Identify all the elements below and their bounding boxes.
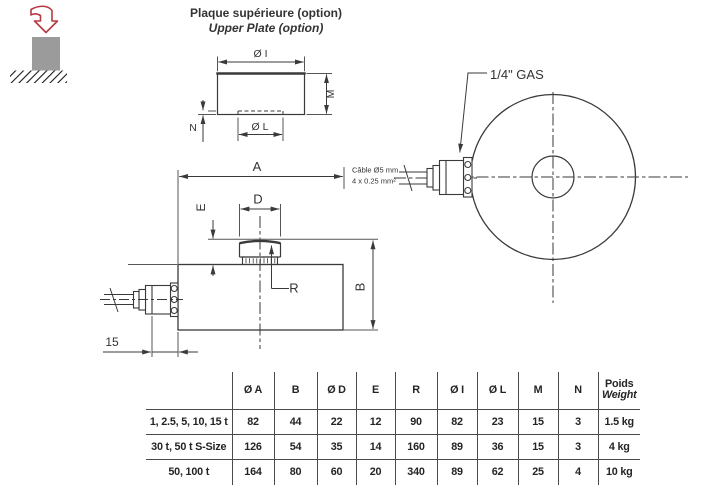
value-cell: 80 <box>274 459 317 485</box>
dim-label-m: M <box>325 89 337 99</box>
value-cell: 340 <box>395 459 437 485</box>
upper-plate-title-fr: Plaque supérieure (option) <box>189 6 342 20</box>
cable-gland-top-view <box>399 158 472 198</box>
gas-thread-label: 1/4" GAS <box>490 67 544 82</box>
value-cell: 60 <box>317 459 356 485</box>
value-cell: 14 <box>356 434 395 459</box>
cable-spec-line1: Câble Ø5 mm <box>352 165 399 175</box>
value-cell: 160 <box>395 434 437 459</box>
col-header-dia-a: Ø A <box>232 372 274 409</box>
col-header-dia-l: Ø L <box>477 372 518 409</box>
value-cell: 126 <box>232 434 274 459</box>
value-cell: 12 <box>356 409 395 434</box>
value-cell: 82 <box>437 409 477 434</box>
table-header-row <box>146 372 640 409</box>
col-header-m: M <box>518 372 558 409</box>
value-cell: 89 <box>437 459 477 485</box>
side-view-drawing <box>100 159 378 357</box>
upper-plate-title <box>178 6 354 36</box>
table-row <box>146 459 640 485</box>
dim-label-n: N <box>189 122 197 134</box>
col-header-e: E <box>356 372 395 409</box>
weight-header-en: Weight <box>601 389 637 402</box>
top-view-drawing <box>352 67 688 303</box>
red-down-arrow-icon <box>31 6 58 32</box>
dim-label-diameter-i: Ø I <box>253 48 268 60</box>
value-cell: 164 <box>232 459 274 485</box>
value-cell: 3 <box>558 409 598 434</box>
ground-hatch <box>10 71 67 84</box>
capacity-label: 50, 100 t <box>146 459 232 485</box>
dim-label-diameter-l: Ø L <box>251 121 269 133</box>
value-cell: 36 <box>477 434 518 459</box>
weight-cell: 4 kg <box>598 434 640 459</box>
capacity-label: 30 t, 50 t S-Size <box>146 434 232 459</box>
col-header-n: N <box>558 372 598 409</box>
value-cell: 15 <box>518 434 558 459</box>
value-cell: 23 <box>477 409 518 434</box>
value-cell: 3 <box>558 434 598 459</box>
col-header-weight <box>598 372 640 409</box>
dim-label-r: R <box>289 280 299 296</box>
value-cell: 20 <box>356 459 395 485</box>
weight-cell: 1.5 kg <box>598 409 640 434</box>
load-block <box>32 37 60 71</box>
cable-gland-side-view <box>100 283 183 317</box>
capacity-label: 1, 2.5, 5, 10, 15 t <box>146 409 232 434</box>
value-cell: 15 <box>518 409 558 434</box>
col-header-b: B <box>274 372 317 409</box>
dim-label-15: 15 <box>105 335 119 349</box>
dimensions-table <box>146 372 640 485</box>
table-row <box>146 434 640 459</box>
value-cell: 62 <box>477 459 518 485</box>
compression-load-icon <box>10 6 67 83</box>
corner-cell <box>146 372 232 409</box>
weight-cell: 10 kg <box>598 459 640 485</box>
table-row <box>146 409 640 434</box>
value-cell: 44 <box>274 409 317 434</box>
centerlines <box>394 92 688 303</box>
upper-plate-title-en: Upper Plate (option) <box>208 21 324 35</box>
weight-header-fr: Poids <box>605 377 634 390</box>
col-header-r: R <box>395 372 437 409</box>
value-cell: 90 <box>395 409 437 434</box>
value-cell: 82 <box>232 409 274 434</box>
value-cell: 35 <box>317 434 356 459</box>
value-cell: 4 <box>558 459 598 485</box>
value-cell: 25 <box>518 459 558 485</box>
dim-label-a: A <box>252 159 262 174</box>
value-cell: 22 <box>317 409 356 434</box>
gas-thread-leader <box>460 73 487 153</box>
value-cell: 89 <box>437 434 477 459</box>
cable-spec-line2: 4 x 0.25 mm² <box>352 176 396 186</box>
col-header-dia-d: Ø D <box>317 372 356 409</box>
dim-label-d: D <box>253 191 263 207</box>
upper-plate-drawing <box>189 48 337 142</box>
dim-label-e: E <box>194 203 208 212</box>
col-header-dia-i: Ø I <box>437 372 477 409</box>
value-cell: 54 <box>274 434 317 459</box>
dim-label-b: B <box>352 282 368 292</box>
